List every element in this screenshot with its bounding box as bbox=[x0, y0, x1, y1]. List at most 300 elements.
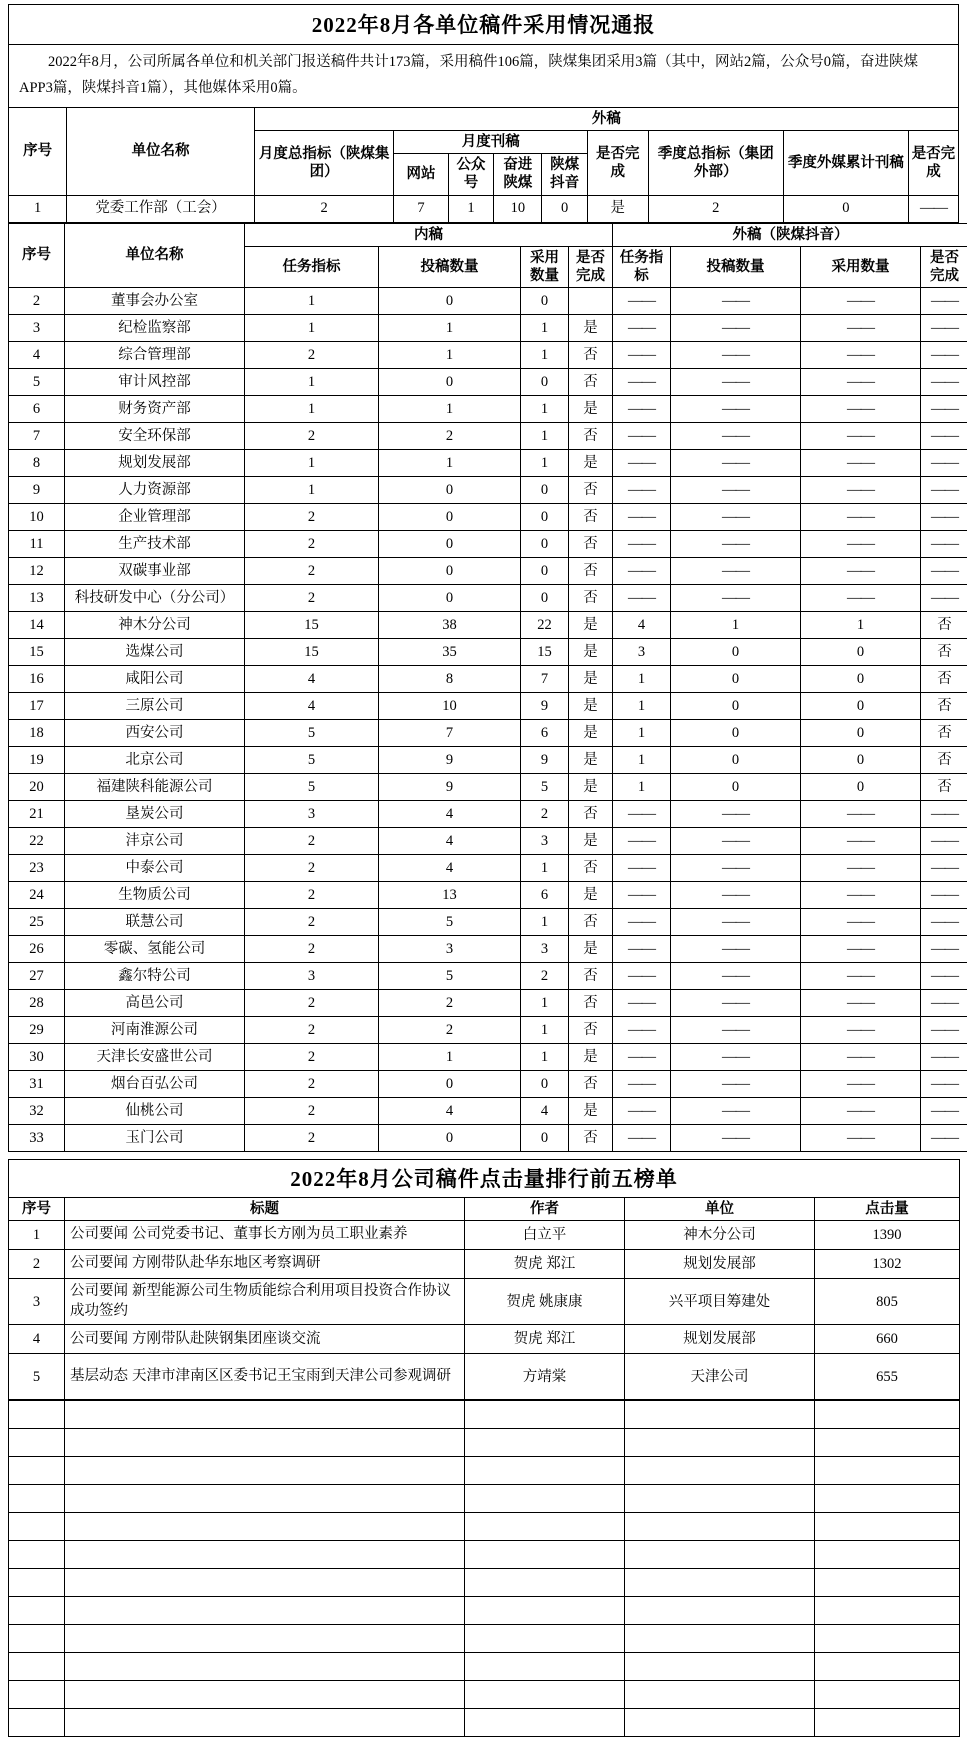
cell-submit: 38 bbox=[379, 611, 521, 638]
cell-submit: 0 bbox=[379, 368, 521, 395]
cell-task: 15 bbox=[245, 611, 379, 638]
cell-done2: —— bbox=[921, 287, 967, 314]
cell-unit: 玉门公司 bbox=[65, 1124, 245, 1151]
ranking-row bbox=[9, 1250, 960, 1279]
cell-task2: —— bbox=[613, 503, 671, 530]
cell-done: 否 bbox=[569, 530, 613, 557]
cell-submit: 0 bbox=[379, 1124, 521, 1151]
table-row bbox=[9, 854, 967, 881]
cell-task: 2 bbox=[245, 908, 379, 935]
cell-task2: 3 bbox=[613, 638, 671, 665]
header-douyin: 陕煤抖音 bbox=[542, 154, 588, 195]
cell-submit2: —— bbox=[671, 557, 801, 584]
cell-unit: 三原公司 bbox=[65, 692, 245, 719]
header2-done: 是否完成 bbox=[569, 246, 613, 287]
cell-task2: 1 bbox=[613, 665, 671, 692]
cell-submit2: 0 bbox=[671, 692, 801, 719]
empty-cell bbox=[815, 1653, 960, 1681]
header2-task: 任务指标 bbox=[245, 246, 379, 287]
story-category: 公司要闻 bbox=[70, 1330, 132, 1350]
cell-rank-clicks: 1390 bbox=[815, 1221, 960, 1250]
cell-rank-unit: 神木分公司 bbox=[625, 1221, 815, 1250]
empty-cell bbox=[9, 1485, 65, 1513]
empty-row bbox=[9, 1653, 960, 1681]
cell-task: 2 bbox=[245, 935, 379, 962]
empty-cell bbox=[815, 1513, 960, 1541]
cell-adopt: 9 bbox=[521, 692, 569, 719]
cell-adopt2: 0 bbox=[801, 665, 921, 692]
cell-submit: 9 bbox=[379, 746, 521, 773]
cell-unit: 党委工作部（工会） bbox=[67, 195, 254, 222]
ranking-row bbox=[9, 1221, 960, 1250]
cell-submit2: 1 bbox=[671, 611, 801, 638]
empty-cell bbox=[9, 1625, 65, 1653]
table-row bbox=[9, 195, 959, 222]
story-category: 公司要闻 bbox=[70, 1225, 132, 1245]
cell-adopt: 6 bbox=[521, 719, 569, 746]
cell-seq: 15 bbox=[9, 638, 65, 665]
ranking-header-row bbox=[9, 1198, 960, 1221]
cell-done: 否 bbox=[569, 1070, 613, 1097]
cell-task: 1 bbox=[245, 395, 379, 422]
cell-unit: 联慧公司 bbox=[65, 908, 245, 935]
cell-unit: 审计风控部 bbox=[65, 368, 245, 395]
cell-rank-seq: 5 bbox=[9, 1354, 65, 1400]
cell-adopt: 1 bbox=[521, 395, 569, 422]
empty-cell bbox=[465, 1597, 625, 1625]
cell-submit: 0 bbox=[379, 503, 521, 530]
cell-seq: 22 bbox=[9, 827, 65, 854]
cell-submit: 1 bbox=[379, 395, 521, 422]
cell-seq: 21 bbox=[9, 800, 65, 827]
cell-seq: 20 bbox=[9, 773, 65, 800]
cell-submit2: —— bbox=[671, 314, 801, 341]
cell-seq: 26 bbox=[9, 935, 65, 962]
cell-done: 否 bbox=[569, 341, 613, 368]
cell-unit: 烟台百弘公司 bbox=[65, 1070, 245, 1097]
cell-submit2: —— bbox=[671, 1097, 801, 1124]
header-official-account: 公众号 bbox=[448, 154, 494, 195]
empty-cell bbox=[9, 1401, 65, 1429]
header2-adopt: 采用数量 bbox=[521, 246, 569, 287]
cell-adopt2: —— bbox=[801, 800, 921, 827]
empty-row bbox=[9, 1513, 960, 1541]
cell-task2: —— bbox=[613, 287, 671, 314]
empty-row bbox=[9, 1485, 960, 1513]
cell-adopt2: —— bbox=[801, 854, 921, 881]
cell-adopt: 5 bbox=[521, 773, 569, 800]
cell-submit2: —— bbox=[671, 341, 801, 368]
cell-task2: —— bbox=[613, 1070, 671, 1097]
cell-done2: —— bbox=[921, 935, 967, 962]
cell-done2: —— bbox=[921, 341, 967, 368]
empty-cell bbox=[65, 1653, 465, 1681]
empty-cell bbox=[465, 1541, 625, 1569]
table-row bbox=[9, 422, 967, 449]
table-row bbox=[9, 1070, 967, 1097]
cell-task: 5 bbox=[245, 773, 379, 800]
header2-task2: 任务指标 bbox=[613, 246, 671, 287]
cell-task: 1 bbox=[245, 368, 379, 395]
cell-done: 否 bbox=[569, 962, 613, 989]
empty-cell bbox=[815, 1597, 960, 1625]
cell-adopt2: —— bbox=[801, 341, 921, 368]
empty-cell bbox=[65, 1625, 465, 1653]
cell-adopt2: —— bbox=[801, 935, 921, 962]
cell-unit: 生物质公司 bbox=[65, 881, 245, 908]
cell-adopt2: —— bbox=[801, 530, 921, 557]
empty-cell bbox=[815, 1541, 960, 1569]
empty-cell bbox=[9, 1429, 65, 1457]
cell-adopt: 0 bbox=[521, 287, 569, 314]
empty-cell bbox=[465, 1429, 625, 1457]
cell-rank-headline bbox=[65, 1250, 465, 1279]
cell-done2: —— bbox=[921, 962, 967, 989]
cell-done2: —— bbox=[921, 1097, 967, 1124]
cell-seq: 13 bbox=[9, 584, 65, 611]
cell-submit: 35 bbox=[379, 638, 521, 665]
cell-done2: —— bbox=[921, 449, 967, 476]
table-row bbox=[9, 449, 967, 476]
cell-done: 否 bbox=[569, 989, 613, 1016]
cell-task2: —— bbox=[613, 314, 671, 341]
empty-cell bbox=[9, 1597, 65, 1625]
header-unit: 单位名称 bbox=[67, 108, 254, 196]
cell-submit2: —— bbox=[671, 395, 801, 422]
cell-submit: 7 bbox=[379, 719, 521, 746]
table-row bbox=[9, 1097, 967, 1124]
cell-done bbox=[569, 287, 613, 314]
table-row bbox=[9, 287, 967, 314]
cell-done2: —— bbox=[921, 584, 967, 611]
table-row bbox=[9, 989, 967, 1016]
cell-adopt: 0 bbox=[521, 557, 569, 584]
cell-task: 2 bbox=[245, 881, 379, 908]
cell-rank-unit: 天津公司 bbox=[625, 1354, 815, 1400]
empty-cell bbox=[465, 1709, 625, 1737]
cell-seq: 27 bbox=[9, 962, 65, 989]
cell-submit: 4 bbox=[379, 827, 521, 854]
header-rank-headline: 标题 bbox=[65, 1198, 465, 1221]
cell-task2: —— bbox=[613, 827, 671, 854]
cell-done2: —— bbox=[921, 368, 967, 395]
cell-task: 4 bbox=[245, 665, 379, 692]
story-headline: 新型能源公司生物质能综合利用项目投资合作协议成功签约 bbox=[70, 1283, 451, 1319]
header-seq: 序号 bbox=[9, 108, 67, 196]
cell-submit2: —— bbox=[671, 584, 801, 611]
cell-done2: —— bbox=[921, 1016, 967, 1043]
empty-cell bbox=[815, 1457, 960, 1485]
cell-douyin: 0 bbox=[542, 195, 588, 222]
ranking-row bbox=[9, 1325, 960, 1354]
cell-submit2: —— bbox=[671, 1124, 801, 1151]
empty-row bbox=[9, 1429, 960, 1457]
empty-cell bbox=[465, 1513, 625, 1541]
cell-seq: 16 bbox=[9, 665, 65, 692]
table-row bbox=[9, 476, 967, 503]
cell-submit2: 0 bbox=[671, 638, 801, 665]
cell-adopt2: 0 bbox=[801, 746, 921, 773]
cell-adopt: 1 bbox=[521, 854, 569, 881]
empty-cell bbox=[625, 1625, 815, 1653]
table-row bbox=[9, 1043, 967, 1070]
table-row bbox=[9, 962, 967, 989]
header2-seq: 序号 bbox=[9, 223, 65, 287]
header-rank-seq: 序号 bbox=[9, 1198, 65, 1221]
header2-inner-group: 内稿 bbox=[245, 223, 613, 246]
cell-seq: 14 bbox=[9, 611, 65, 638]
cell-seq: 5 bbox=[9, 368, 65, 395]
cell-submit: 0 bbox=[379, 476, 521, 503]
cell-task2: —— bbox=[613, 1097, 671, 1124]
cell-adopt2: —— bbox=[801, 881, 921, 908]
cell-task: 2 bbox=[245, 1016, 379, 1043]
cell-done2: —— bbox=[921, 557, 967, 584]
cell-rank-author: 贺虎 姚康康 bbox=[465, 1279, 625, 1325]
empty-cell bbox=[65, 1541, 465, 1569]
cell-rank-seq: 1 bbox=[9, 1221, 65, 1250]
cell-task2: 1 bbox=[613, 773, 671, 800]
cell-adopt: 0 bbox=[521, 368, 569, 395]
cell-submit2: 0 bbox=[671, 773, 801, 800]
cell-submit: 4 bbox=[379, 1097, 521, 1124]
header-rank-author: 作者 bbox=[465, 1198, 625, 1221]
cell-submit: 9 bbox=[379, 773, 521, 800]
cell-submit2: —— bbox=[671, 962, 801, 989]
cell-task2: —— bbox=[613, 557, 671, 584]
cell-done2: —— bbox=[921, 989, 967, 1016]
cell-unit: 安全环保部 bbox=[65, 422, 245, 449]
cell-done2: 否 bbox=[921, 719, 967, 746]
cell-seq: 12 bbox=[9, 557, 65, 584]
cell-done: 否 bbox=[569, 800, 613, 827]
header2-unit: 单位名称 bbox=[65, 223, 245, 287]
cell-task2: —— bbox=[613, 530, 671, 557]
cell-done: 否 bbox=[569, 584, 613, 611]
cell-adopt2: —— bbox=[801, 1016, 921, 1043]
cell-seq: 31 bbox=[9, 1070, 65, 1097]
table-row bbox=[9, 827, 967, 854]
cell-submit: 4 bbox=[379, 800, 521, 827]
cell-adopt2: 0 bbox=[801, 773, 921, 800]
cell-done2: —— bbox=[921, 1124, 967, 1151]
cell-adopt: 0 bbox=[521, 476, 569, 503]
story-headline: 天津市津南区区委书记王宝雨到天津公司参观调研 bbox=[132, 1368, 451, 1384]
cell-done: 是 bbox=[569, 935, 613, 962]
cell-adopt2: —— bbox=[801, 422, 921, 449]
cell-unit: 垦炭公司 bbox=[65, 800, 245, 827]
table-row bbox=[9, 881, 967, 908]
cell-unit: 双碳事业部 bbox=[65, 557, 245, 584]
empty-cell bbox=[65, 1513, 465, 1541]
cell-submit2: —— bbox=[671, 449, 801, 476]
cell-done2: —— bbox=[921, 1070, 967, 1097]
cell-done2: —— bbox=[921, 422, 967, 449]
cell-submit: 0 bbox=[379, 584, 521, 611]
cell-submit: 5 bbox=[379, 908, 521, 935]
table-row bbox=[9, 935, 967, 962]
header-rank-clicks: 点击量 bbox=[815, 1198, 960, 1221]
cell-task2: —— bbox=[613, 395, 671, 422]
cell-adopt2: —— bbox=[801, 557, 921, 584]
cell-done2: —— bbox=[921, 530, 967, 557]
cell-done2: 否 bbox=[921, 692, 967, 719]
empty-grid bbox=[8, 1400, 960, 1737]
header2-submit: 投稿数量 bbox=[379, 246, 521, 287]
empty-cell bbox=[65, 1401, 465, 1429]
empty-cell bbox=[625, 1597, 815, 1625]
cell-adopt: 1 bbox=[521, 449, 569, 476]
cell-adopt2: 0 bbox=[801, 692, 921, 719]
cell-task2: —— bbox=[613, 368, 671, 395]
cell-unit: 规划发展部 bbox=[65, 449, 245, 476]
cell-quarter-outer: 0 bbox=[783, 195, 908, 222]
cell-seq: 23 bbox=[9, 854, 65, 881]
cell-rank-unit: 兴平项目筹建处 bbox=[625, 1279, 815, 1325]
story-category: 公司要闻 bbox=[70, 1282, 132, 1302]
cell-task: 1 bbox=[245, 287, 379, 314]
cell-rank-clicks: 660 bbox=[815, 1325, 960, 1354]
empty-cell bbox=[625, 1569, 815, 1597]
cell-rank-headline bbox=[65, 1221, 465, 1250]
cell-rank-clicks: 655 bbox=[815, 1354, 960, 1400]
table-row bbox=[9, 665, 967, 692]
cell-task2: —— bbox=[613, 1016, 671, 1043]
cell-adopt: 7 bbox=[521, 665, 569, 692]
cell-task: 1 bbox=[245, 476, 379, 503]
cell-done2: 否 bbox=[921, 746, 967, 773]
cell-unit: 河南淮源公司 bbox=[65, 1016, 245, 1043]
cell-seq: 28 bbox=[9, 989, 65, 1016]
cell-done2: —— bbox=[921, 881, 967, 908]
cell-adopt: 1 bbox=[521, 422, 569, 449]
header2-submit2: 投稿数量 bbox=[671, 246, 801, 287]
empty-row bbox=[9, 1401, 960, 1429]
empty-cell bbox=[625, 1541, 815, 1569]
cell-submit: 0 bbox=[379, 1070, 521, 1097]
empty-cell bbox=[65, 1429, 465, 1457]
cell-task: 2 bbox=[245, 422, 379, 449]
cell-task: 3 bbox=[245, 962, 379, 989]
cell-adopt: 1 bbox=[521, 314, 569, 341]
empty-row bbox=[9, 1541, 960, 1569]
report-table-units bbox=[8, 223, 967, 1152]
cell-task: 15 bbox=[245, 638, 379, 665]
cell-done: 是 bbox=[569, 1043, 613, 1070]
cell-rank-clicks: 805 bbox=[815, 1279, 960, 1325]
cell-submit2: —— bbox=[671, 854, 801, 881]
cell-adopt2: 1 bbox=[801, 611, 921, 638]
cell-done: 是 bbox=[569, 638, 613, 665]
cell-seq: 30 bbox=[9, 1043, 65, 1070]
table-row bbox=[9, 530, 967, 557]
empty-row bbox=[9, 1597, 960, 1625]
cell-submit: 13 bbox=[379, 881, 521, 908]
cell-adopt: 1 bbox=[521, 908, 569, 935]
header-done2: 是否完成 bbox=[908, 131, 958, 195]
empty-cell bbox=[9, 1457, 65, 1485]
cell-submit2: 0 bbox=[671, 665, 801, 692]
cell-submit2: 0 bbox=[671, 719, 801, 746]
ranking-table bbox=[8, 1159, 960, 1401]
cell-adopt: 1 bbox=[521, 1043, 569, 1070]
cell-unit: 咸阳公司 bbox=[65, 665, 245, 692]
cell-rank-headline bbox=[65, 1279, 465, 1325]
cell-done2: 否 bbox=[921, 665, 967, 692]
cell-submit: 5 bbox=[379, 962, 521, 989]
table-row bbox=[9, 746, 967, 773]
cell-task: 5 bbox=[245, 719, 379, 746]
cell-unit: 生产技术部 bbox=[65, 530, 245, 557]
header-outer-group: 外稿 bbox=[254, 108, 958, 131]
empty-cell bbox=[625, 1401, 815, 1429]
cell-task2: —— bbox=[613, 962, 671, 989]
cell-unit: 北京公司 bbox=[65, 746, 245, 773]
cell-submit2: —— bbox=[671, 989, 801, 1016]
cell-submit2: —— bbox=[671, 422, 801, 449]
cell-task2: —— bbox=[613, 584, 671, 611]
table-row bbox=[9, 557, 967, 584]
cell-submit: 0 bbox=[379, 557, 521, 584]
cell-unit: 高邑公司 bbox=[65, 989, 245, 1016]
empty-cell bbox=[625, 1429, 815, 1457]
cell-submit: 1 bbox=[379, 1043, 521, 1070]
ranking-row bbox=[9, 1279, 960, 1325]
cell-task: 3 bbox=[245, 800, 379, 827]
empty-row bbox=[9, 1457, 960, 1485]
cell-done: 是 bbox=[569, 881, 613, 908]
cell-task2: —— bbox=[613, 908, 671, 935]
cell-adopt: 0 bbox=[521, 1070, 569, 1097]
empty-cell bbox=[815, 1569, 960, 1597]
cell-submit2: 0 bbox=[671, 746, 801, 773]
cell-unit: 人力资源部 bbox=[65, 476, 245, 503]
cell-done: 是 bbox=[569, 611, 613, 638]
cell-submit: 2 bbox=[379, 422, 521, 449]
cell-adopt2: 0 bbox=[801, 638, 921, 665]
empty-cell bbox=[625, 1457, 815, 1485]
cell-submit2: —— bbox=[671, 800, 801, 827]
cell-submit: 8 bbox=[379, 665, 521, 692]
empty-row bbox=[9, 1625, 960, 1653]
table-row bbox=[9, 692, 967, 719]
cell-task: 4 bbox=[245, 692, 379, 719]
empty-cell bbox=[9, 1513, 65, 1541]
cell-adopt2: —— bbox=[801, 1043, 921, 1070]
cell-done: 是 bbox=[569, 449, 613, 476]
report-intro-row bbox=[9, 45, 959, 108]
cell-submit: 1 bbox=[379, 341, 521, 368]
cell-submit2: —— bbox=[671, 1016, 801, 1043]
ranking-row bbox=[9, 1354, 960, 1400]
empty-cell bbox=[9, 1709, 65, 1737]
empty-cell bbox=[815, 1485, 960, 1513]
empty-cell bbox=[815, 1429, 960, 1457]
cell-adopt: 6 bbox=[521, 881, 569, 908]
table-row bbox=[9, 314, 967, 341]
cell-done: 是 bbox=[569, 665, 613, 692]
cell-task2: —— bbox=[613, 449, 671, 476]
cell-unit: 企业管理部 bbox=[65, 503, 245, 530]
ranking-title-row bbox=[9, 1159, 960, 1197]
cell-task: 2 bbox=[245, 1043, 379, 1070]
cell-seq: 4 bbox=[9, 341, 65, 368]
cell-unit: 神木分公司 bbox=[65, 611, 245, 638]
cell-done2: —— bbox=[921, 800, 967, 827]
empty-cell bbox=[465, 1457, 625, 1485]
cell-task: 2 bbox=[245, 1070, 379, 1097]
cell-unit: 天津长安盛世公司 bbox=[65, 1043, 245, 1070]
